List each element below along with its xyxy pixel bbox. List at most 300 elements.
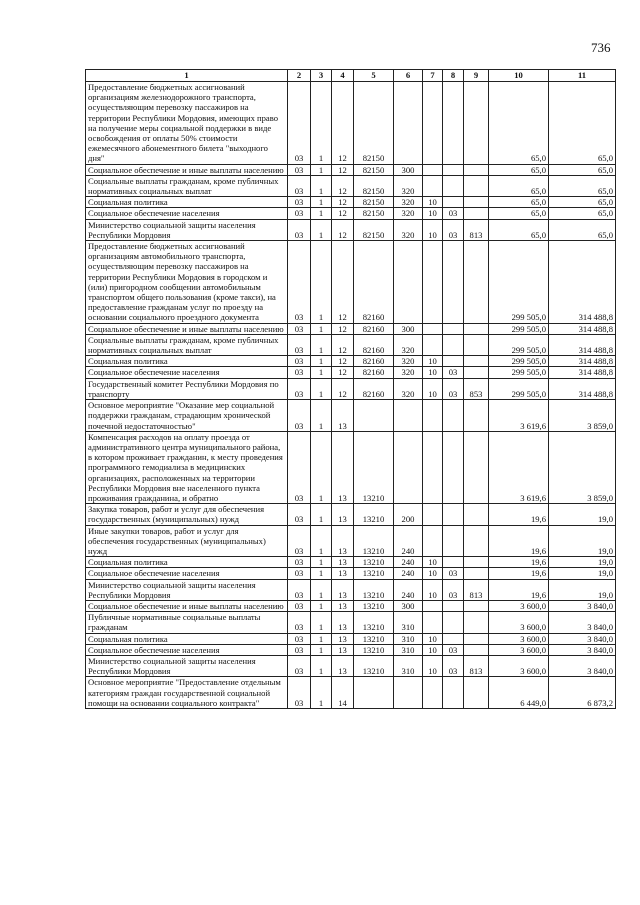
section-cell: 10 xyxy=(423,219,443,240)
column-header: 4 xyxy=(332,70,354,82)
section-cell xyxy=(423,82,443,165)
ministry-code-cell: 853 xyxy=(464,378,489,399)
section-cell xyxy=(423,323,443,334)
program-cell: 1 xyxy=(311,367,332,378)
target-code-cell: 13210 xyxy=(354,579,394,600)
amount-year2-cell: 3 840,0 xyxy=(549,655,616,676)
amount-year1-cell: 3 619,6 xyxy=(489,400,549,432)
amount-year1-cell: 65,0 xyxy=(489,219,549,240)
subsection-cell xyxy=(443,400,464,432)
table-row xyxy=(86,82,616,165)
code-cell: 03 xyxy=(288,557,311,568)
program-cell: 1 xyxy=(311,655,332,676)
subsection-cell xyxy=(443,241,464,324)
section-cell xyxy=(423,175,443,196)
subsection-cell xyxy=(443,612,464,633)
subprogram-cell: 12 xyxy=(332,356,354,367)
code-cell: 03 xyxy=(288,579,311,600)
section-cell xyxy=(423,431,443,503)
program-cell: 1 xyxy=(311,600,332,611)
section-cell: 10 xyxy=(423,367,443,378)
amount-year2-cell: 65,0 xyxy=(549,82,616,165)
subprogram-cell: 13 xyxy=(332,612,354,633)
code-cell: 03 xyxy=(288,677,311,709)
target-code-cell: 13210 xyxy=(354,644,394,655)
table-row xyxy=(86,356,616,367)
amount-year2-cell: 65,0 xyxy=(549,175,616,196)
target-code-cell: 82150 xyxy=(354,197,394,208)
ministry-code-cell xyxy=(464,633,489,644)
subprogram-cell: 13 xyxy=(332,525,354,557)
amount-year2-cell: 314 488,8 xyxy=(549,367,616,378)
section-cell: 10 xyxy=(423,208,443,219)
target-code-cell: 13210 xyxy=(354,525,394,557)
expense-type-cell: 310 xyxy=(394,644,423,655)
target-code-cell: 13210 xyxy=(354,600,394,611)
subsection-cell xyxy=(443,633,464,644)
ministry-code-cell xyxy=(464,525,489,557)
amount-year2-cell: 314 488,8 xyxy=(549,378,616,399)
code-cell: 03 xyxy=(288,378,311,399)
target-code-cell xyxy=(354,400,394,432)
section-cell: 10 xyxy=(423,655,443,676)
program-cell: 1 xyxy=(311,356,332,367)
program-cell: 1 xyxy=(311,323,332,334)
target-code-cell: 82150 xyxy=(354,219,394,240)
subprogram-cell: 13 xyxy=(332,400,354,432)
subsection-cell xyxy=(443,557,464,568)
section-cell: 10 xyxy=(423,557,443,568)
subprogram-cell: 12 xyxy=(332,175,354,196)
subprogram-cell: 13 xyxy=(332,504,354,525)
code-cell: 03 xyxy=(288,633,311,644)
program-cell: 1 xyxy=(311,504,332,525)
table-row xyxy=(86,633,616,644)
row-name-cell: Министерство социальной защиты населения Республики Мордовия xyxy=(86,579,288,600)
expense-type-cell: 320 xyxy=(394,208,423,219)
ministry-code-cell: 813 xyxy=(464,579,489,600)
amount-year1-cell: 299 505,0 xyxy=(489,323,549,334)
ministry-code-cell xyxy=(464,367,489,378)
table-row xyxy=(86,431,616,503)
target-code-cell xyxy=(354,677,394,709)
amount-year2-cell: 3 840,0 xyxy=(549,612,616,633)
row-name-cell: Социальные выплаты гражданам, кроме публичных нормативных социальных выплат xyxy=(86,175,288,196)
amount-year2-cell: 3 840,0 xyxy=(549,633,616,644)
table-row xyxy=(86,197,616,208)
amount-year1-cell: 299 505,0 xyxy=(489,356,549,367)
ministry-code-cell xyxy=(464,164,489,175)
ministry-code-cell xyxy=(464,644,489,655)
subsection-cell xyxy=(443,175,464,196)
target-code-cell: 82150 xyxy=(354,208,394,219)
row-name-cell: Компенсация расходов на оплату проезда от административного центра муниципального района, в котором проживает гражданин, к месту проведения программного гемодиализа в медицинских организациях, расположенных на территории Республики Мордовия вне населенного пункта проживания гражданина, и обратно xyxy=(86,431,288,503)
subprogram-cell: 12 xyxy=(332,197,354,208)
expense-type-cell: 320 xyxy=(394,175,423,196)
table-row xyxy=(86,557,616,568)
column-header: 5 xyxy=(354,70,394,82)
program-cell: 1 xyxy=(311,612,332,633)
code-cell: 03 xyxy=(288,525,311,557)
row-name-cell: Публичные нормативные социальные выплаты гражданам xyxy=(86,612,288,633)
ministry-code-cell xyxy=(464,208,489,219)
code-cell: 03 xyxy=(288,164,311,175)
table-row xyxy=(86,241,616,324)
program-cell: 1 xyxy=(311,579,332,600)
program-cell: 1 xyxy=(311,197,332,208)
expense-type-cell: 300 xyxy=(394,164,423,175)
subsection-cell xyxy=(443,197,464,208)
table-row xyxy=(86,644,616,655)
subsection-cell: 03 xyxy=(443,219,464,240)
amount-year2-cell: 314 488,8 xyxy=(549,356,616,367)
expense-type-cell xyxy=(394,241,423,324)
table-row xyxy=(86,677,616,709)
table-row xyxy=(86,164,616,175)
target-code-cell: 82160 xyxy=(354,334,394,355)
target-code-cell: 13210 xyxy=(354,504,394,525)
code-cell: 03 xyxy=(288,431,311,503)
ministry-code-cell xyxy=(464,612,489,633)
expense-type-cell xyxy=(394,400,423,432)
row-name-cell: Социальное обеспечение и иные выплаты населению xyxy=(86,164,288,175)
expense-type-cell: 320 xyxy=(394,378,423,399)
column-header: 10 xyxy=(489,70,549,82)
table-row xyxy=(86,655,616,676)
subsection-cell xyxy=(443,600,464,611)
table-row xyxy=(86,367,616,378)
subsection-cell xyxy=(443,677,464,709)
target-code-cell: 82160 xyxy=(354,356,394,367)
amount-year1-cell: 65,0 xyxy=(489,82,549,165)
amount-year2-cell: 314 488,8 xyxy=(549,241,616,324)
subprogram-cell: 12 xyxy=(332,82,354,165)
section-cell xyxy=(423,400,443,432)
section-cell: 10 xyxy=(423,378,443,399)
row-name-cell: Социальное обеспечение населения xyxy=(86,644,288,655)
table-row xyxy=(86,175,616,196)
subsection-cell: 03 xyxy=(443,378,464,399)
subsection-cell: 03 xyxy=(443,367,464,378)
ministry-code-cell xyxy=(464,82,489,165)
program-cell: 1 xyxy=(311,568,332,579)
amount-year1-cell: 19,6 xyxy=(489,568,549,579)
table-row xyxy=(86,579,616,600)
amount-year2-cell: 19,0 xyxy=(549,525,616,557)
section-cell xyxy=(423,241,443,324)
subprogram-cell: 13 xyxy=(332,644,354,655)
subprogram-cell: 12 xyxy=(332,241,354,324)
target-code-cell: 82160 xyxy=(354,378,394,399)
program-cell: 1 xyxy=(311,677,332,709)
program-cell: 1 xyxy=(311,164,332,175)
row-name-cell: Основное мероприятие "Предоставление отдельным категориям граждан государственной социальной помощи на основании социального контракта" xyxy=(86,677,288,709)
amount-year2-cell: 3 840,0 xyxy=(549,644,616,655)
amount-year1-cell: 3 600,0 xyxy=(489,612,549,633)
code-cell: 03 xyxy=(288,82,311,165)
expense-type-cell: 300 xyxy=(394,600,423,611)
subprogram-cell: 12 xyxy=(332,208,354,219)
ministry-code-cell xyxy=(464,431,489,503)
expense-type-cell: 320 xyxy=(394,334,423,355)
subprogram-cell: 13 xyxy=(332,431,354,503)
program-cell: 1 xyxy=(311,525,332,557)
subsection-cell xyxy=(443,504,464,525)
subsection-cell xyxy=(443,356,464,367)
table-row xyxy=(86,504,616,525)
target-code-cell: 82160 xyxy=(354,367,394,378)
budget-table xyxy=(85,69,616,709)
column-header: 11 xyxy=(549,70,616,82)
expense-type-cell: 320 xyxy=(394,367,423,378)
code-cell: 03 xyxy=(288,334,311,355)
expense-type-cell xyxy=(394,677,423,709)
ministry-code-cell: 813 xyxy=(464,219,489,240)
amount-year1-cell: 299 505,0 xyxy=(489,378,549,399)
row-name-cell: Социальное обеспечение населения xyxy=(86,568,288,579)
ministry-code-cell: 813 xyxy=(464,655,489,676)
table-row xyxy=(86,525,616,557)
code-cell: 03 xyxy=(288,241,311,324)
amount-year2-cell: 65,0 xyxy=(549,197,616,208)
code-cell: 03 xyxy=(288,175,311,196)
column-header: 9 xyxy=(464,70,489,82)
code-cell: 03 xyxy=(288,644,311,655)
row-name-cell: Социальная политика xyxy=(86,197,288,208)
amount-year1-cell: 3 600,0 xyxy=(489,600,549,611)
subsection-cell: 03 xyxy=(443,568,464,579)
amount-year1-cell: 299 505,0 xyxy=(489,334,549,355)
subprogram-cell: 13 xyxy=(332,600,354,611)
row-name-cell: Социальная политика xyxy=(86,633,288,644)
amount-year2-cell: 3 859,0 xyxy=(549,431,616,503)
program-cell: 1 xyxy=(311,400,332,432)
ministry-code-cell xyxy=(464,504,489,525)
subprogram-cell: 12 xyxy=(332,367,354,378)
section-cell: 10 xyxy=(423,197,443,208)
column-header: 3 xyxy=(311,70,332,82)
expense-type-cell: 310 xyxy=(394,612,423,633)
section-cell xyxy=(423,334,443,355)
ministry-code-cell xyxy=(464,568,489,579)
program-cell: 1 xyxy=(311,378,332,399)
code-cell: 03 xyxy=(288,323,311,334)
code-cell: 03 xyxy=(288,400,311,432)
amount-year1-cell: 3 600,0 xyxy=(489,633,549,644)
expense-type-cell: 310 xyxy=(394,633,423,644)
subprogram-cell: 12 xyxy=(332,219,354,240)
table-row xyxy=(86,378,616,399)
expense-type-cell: 310 xyxy=(394,655,423,676)
amount-year2-cell: 314 488,8 xyxy=(549,323,616,334)
row-name-cell: Социальная политика xyxy=(86,557,288,568)
target-code-cell: 82150 xyxy=(354,82,394,165)
row-name-cell: Предоставление бюджетных ассигнований организациям железнодорожного транспорта, осуществляющим перевозку пассажиров на территории Республики Мордовия, имеющих право на получение меры социальной поддержки в виде освобождения от оплаты 50% стоимости ежемесячного абонементного билета "выходного дня" xyxy=(86,82,288,165)
target-code-cell: 13210 xyxy=(354,612,394,633)
amount-year2-cell: 19,0 xyxy=(549,557,616,568)
subsection-cell xyxy=(443,164,464,175)
subsection-cell xyxy=(443,525,464,557)
target-code-cell: 82160 xyxy=(354,323,394,334)
amount-year1-cell: 3 600,0 xyxy=(489,655,549,676)
subsection-cell: 03 xyxy=(443,655,464,676)
row-name-cell: Основное мероприятие "Оказание мер социальной поддержки гражданам, страдающим хронической почечной недостаточностью" xyxy=(86,400,288,432)
section-cell: 10 xyxy=(423,579,443,600)
amount-year1-cell: 19,6 xyxy=(489,557,549,568)
program-cell: 1 xyxy=(311,557,332,568)
expense-type-cell: 240 xyxy=(394,525,423,557)
subprogram-cell: 13 xyxy=(332,655,354,676)
amount-year1-cell: 19,6 xyxy=(489,579,549,600)
ministry-code-cell xyxy=(464,334,489,355)
table-row xyxy=(86,334,616,355)
code-cell: 03 xyxy=(288,356,311,367)
program-cell: 1 xyxy=(311,175,332,196)
section-cell: 10 xyxy=(423,633,443,644)
table-row xyxy=(86,400,616,432)
row-name-cell: Социальное обеспечение населения xyxy=(86,208,288,219)
section-cell xyxy=(423,600,443,611)
subprogram-cell: 12 xyxy=(332,378,354,399)
code-cell: 03 xyxy=(288,367,311,378)
ministry-code-cell xyxy=(464,400,489,432)
table-row xyxy=(86,323,616,334)
amount-year1-cell: 299 505,0 xyxy=(489,367,549,378)
subsection-cell: 03 xyxy=(443,579,464,600)
amount-year1-cell: 65,0 xyxy=(489,175,549,196)
expense-type-cell: 320 xyxy=(394,197,423,208)
ministry-code-cell xyxy=(464,600,489,611)
amount-year2-cell: 3 840,0 xyxy=(549,600,616,611)
table-row xyxy=(86,612,616,633)
amount-year2-cell: 314 488,8 xyxy=(549,334,616,355)
subprogram-cell: 12 xyxy=(332,334,354,355)
amount-year1-cell: 65,0 xyxy=(489,164,549,175)
target-code-cell: 82150 xyxy=(354,164,394,175)
subsection-cell: 03 xyxy=(443,644,464,655)
expense-type-cell: 320 xyxy=(394,219,423,240)
code-cell: 03 xyxy=(288,600,311,611)
code-cell: 03 xyxy=(288,568,311,579)
column-header: 6 xyxy=(394,70,423,82)
expense-type-cell: 320 xyxy=(394,356,423,367)
table-row xyxy=(86,568,616,579)
row-name-cell: Социальное обеспечение населения xyxy=(86,367,288,378)
row-name-cell: Закупка товаров, работ и услуг для обеспечения государственных (муниципальных) нужд xyxy=(86,504,288,525)
program-cell: 1 xyxy=(311,644,332,655)
subsection-cell: 03 xyxy=(443,208,464,219)
target-code-cell: 82160 xyxy=(354,241,394,324)
ministry-code-cell xyxy=(464,241,489,324)
amount-year2-cell: 19,0 xyxy=(549,568,616,579)
table-header-row xyxy=(86,70,616,82)
code-cell: 03 xyxy=(288,197,311,208)
column-header: 7 xyxy=(423,70,443,82)
section-cell xyxy=(423,677,443,709)
row-name-cell: Социальная политика xyxy=(86,356,288,367)
amount-year1-cell: 3 619,6 xyxy=(489,431,549,503)
target-code-cell: 13210 xyxy=(354,633,394,644)
table-row xyxy=(86,600,616,611)
section-cell xyxy=(423,525,443,557)
column-header: 2 xyxy=(288,70,311,82)
program-cell: 1 xyxy=(311,208,332,219)
subprogram-cell: 13 xyxy=(332,568,354,579)
amount-year1-cell: 65,0 xyxy=(489,208,549,219)
amount-year1-cell: 3 600,0 xyxy=(489,644,549,655)
section-cell: 10 xyxy=(423,568,443,579)
row-name-cell: Социальные выплаты гражданам, кроме публичных нормативных социальных выплат xyxy=(86,334,288,355)
code-cell: 03 xyxy=(288,208,311,219)
row-name-cell: Социальное обеспечение и иные выплаты населению xyxy=(86,323,288,334)
table-body xyxy=(86,82,616,709)
expense-type-cell xyxy=(394,82,423,165)
target-code-cell: 82150 xyxy=(354,175,394,196)
subsection-cell xyxy=(443,323,464,334)
amount-year2-cell: 6 873,2 xyxy=(549,677,616,709)
row-name-cell: Иные закупки товаров, работ и услуг для обеспечения государственных (муниципальных) нужд xyxy=(86,525,288,557)
target-code-cell: 13210 xyxy=(354,655,394,676)
column-header: 8 xyxy=(443,70,464,82)
amount-year1-cell: 299 505,0 xyxy=(489,241,549,324)
section-cell xyxy=(423,612,443,633)
target-code-cell: 13210 xyxy=(354,568,394,579)
section-cell xyxy=(423,164,443,175)
subsection-cell xyxy=(443,82,464,165)
ministry-code-cell xyxy=(464,677,489,709)
subsection-cell xyxy=(443,431,464,503)
table-row xyxy=(86,208,616,219)
subprogram-cell: 13 xyxy=(332,579,354,600)
amount-year1-cell: 65,0 xyxy=(489,197,549,208)
ministry-code-cell xyxy=(464,557,489,568)
expense-type-cell: 300 xyxy=(394,323,423,334)
section-cell xyxy=(423,504,443,525)
expense-type-cell: 240 xyxy=(394,579,423,600)
ministry-code-cell xyxy=(464,175,489,196)
column-header: 1 xyxy=(86,70,288,82)
program-cell: 1 xyxy=(311,431,332,503)
amount-year1-cell: 19,6 xyxy=(489,525,549,557)
code-cell: 03 xyxy=(288,655,311,676)
row-name-cell: Министерство социальной защиты населения Республики Мордовия xyxy=(86,219,288,240)
section-cell: 10 xyxy=(423,356,443,367)
row-name-cell: Министерство социальной защиты населения Республики Мордовия xyxy=(86,655,288,676)
subprogram-cell: 13 xyxy=(332,633,354,644)
program-cell: 1 xyxy=(311,219,332,240)
ministry-code-cell xyxy=(464,323,489,334)
page-number: 736 xyxy=(591,40,611,55)
amount-year2-cell: 3 859,0 xyxy=(549,400,616,432)
code-cell: 03 xyxy=(288,219,311,240)
subsection-cell xyxy=(443,334,464,355)
section-cell: 10 xyxy=(423,644,443,655)
program-cell: 1 xyxy=(311,334,332,355)
amount-year2-cell: 19,0 xyxy=(549,504,616,525)
expense-type-cell: 240 xyxy=(394,557,423,568)
target-code-cell: 13210 xyxy=(354,431,394,503)
expense-type-cell: 200 xyxy=(394,504,423,525)
subprogram-cell: 12 xyxy=(332,323,354,334)
expense-type-cell xyxy=(394,431,423,503)
program-cell: 1 xyxy=(311,633,332,644)
ministry-code-cell xyxy=(464,356,489,367)
amount-year2-cell: 65,0 xyxy=(549,219,616,240)
row-name-cell: Государственный комитет Республики Мордовия по транспорту xyxy=(86,378,288,399)
amount-year2-cell: 65,0 xyxy=(549,208,616,219)
program-cell: 1 xyxy=(311,241,332,324)
amount-year2-cell: 65,0 xyxy=(549,164,616,175)
